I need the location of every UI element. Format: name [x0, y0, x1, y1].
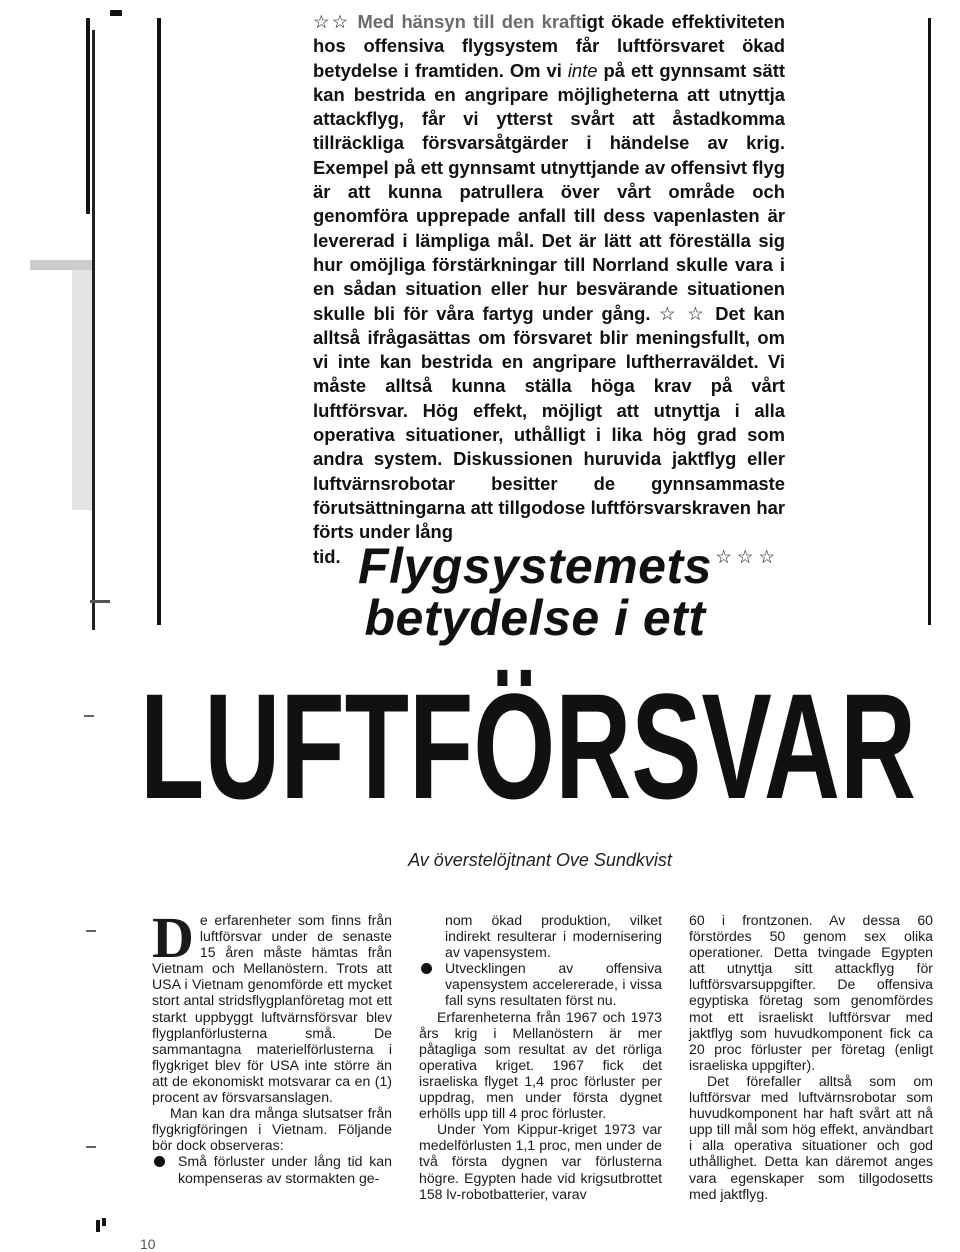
- page-number: 10: [140, 1236, 156, 1252]
- col1-paragraph-2: Man kan dra många slutsatser från flygkrigföringen i Vietnam. Följande bör dock observeras:: [152, 1105, 392, 1154]
- col2-paragraph-1: nom ökad produktion, vilket indirekt resulterar i modernisering av vapensystem.: [445, 912, 662, 961]
- lead-faded-text: Med hänsyn till den kraft: [357, 11, 582, 32]
- bullet-item-2: Utvecklingen av offensiva vapensystem accelererade, i vissa fall syns resultaten först nu.: [419, 960, 662, 1008]
- lead-paragraph: [313, 10, 785, 569]
- body-column-2: [419, 912, 662, 1202]
- col3-paragraph-2: Det förefaller alltså som om luftförsvar med luftvärnsrobotar som huvudkomponent har haft svårt att nå upp till mål som hög effekt, användbart i alla operativa situationer och god uthållighet. Detta kan däremot anges vara egenskaper som tillgodosetts med jaktflyg.: [689, 1072, 933, 1202]
- col1-paragraph-1: e erfarenheter som finns från luftförsvar under de senaste 15 åren måste hämtas från Vietnam och Mellanöstern. Trots att USA i Vietnam genomförde ett mycket stort antal stridsflygplanföretag mot ett starkt uppbyggt luftvärnsförsvar blev flygplanförlusterna små. De sammantagna materielförlusterna i flygkriget blev för USA inte större än att de ekonomiskt motsvarar ca en (1) procent av försvarsanslagen.: [152, 912, 392, 1106]
- bullet-item-1: Små förluster under lång tid kan kompenseras av stormakten ge-: [152, 1153, 392, 1185]
- left-rule: [157, 18, 161, 625]
- right-rule: [928, 18, 931, 625]
- body-column-3: [689, 912, 933, 1202]
- big-title-text: LUFTFÖRSVAR: [140, 662, 916, 810]
- col3-paragraph-1: 60 i frontzonen. Av dessa 60 förstördes 50 genom sex olika operationer. Detta tvingade Egypten att utnyttja sitt attackflyg för luftförsvarsuppgifter. De offensiva egyptiska företag som genomfördes mot ett israeliskt luftförsvar med jaktflyg som huvudkomponent fick ca 20 proc förluster per företag (enligt israeliska uppgifter).: [689, 912, 933, 1073]
- star-ornament-end: ☆ ☆ ☆: [715, 545, 775, 567]
- headline-line-1: Flygsystemets: [358, 538, 712, 594]
- lead-italic-word: inte: [567, 59, 598, 81]
- col2-paragraph-2: Erfarenheterna från 1967 och 1973 års krig i Mellanöstern är mer påtagliga som resultat av det rörliga operativa kriget. 1967 fick det israeliska flyget 1,4 proc förluster per uppdrag, men under första dygnet erhölls upp till 4 proc förluster.: [419, 1008, 662, 1122]
- lead-text-b: på ett gynnsamt sätt kan bestrida en angripare möjligheterna att utnyttja attackflyg, får vi ytterst svårt att åstadkomma tillräckliga försvarsåtgärder i händelse av krig. Exempel på ett gynnsamt utnyttjande av offensivt flyg är att kunna patrullera över vårt område och genomföra upprepade anfall till dess vapenlasten är levererad i lämpliga mål. Det är lätt att föreställa sig hur omöjliga förstärkningar till Norrland skulle vara i en sådan situation eller hur besvärande situationen skulle bli för våra fartyg under gång.: [313, 59, 785, 324]
- star-ornament: ☆☆: [313, 11, 351, 32]
- byline: Av överstelöjtnant Ove Sundkvist: [408, 850, 672, 870]
- star-ornament: ☆ ☆: [658, 302, 707, 324]
- drop-cap: D: [152, 905, 194, 970]
- lead-end-word: tid.: [313, 545, 341, 567]
- big-title: [128, 650, 928, 810]
- headline-line-2: betydelse i ett: [364, 590, 706, 646]
- col2-paragraph-3: Under Yom Kippur-kriget 1973 var medelförlusten 1,1 proc, men under de två första dygnen var förlusterna högre. Egypten hade vid krigsutbrottet 158 lv-robotbatterier, varav: [419, 1121, 662, 1202]
- lead-text-a: igt ökade effektiviteten hos offensiva flygsystem får luftförsvaret ökad betydelse i framtiden. Om vi: [313, 11, 785, 81]
- lead-text-c: Det kan alltså ifrågasättas om försvaret blir meningsfullt, om vi inte kan bestrida en angripare luftherraväldet. Vi måste alltså kunna ställa höga krav på vårt luftförsvar. Hög effekt, möjligt att utnyttja i alla operativa situationer, uthålligt i lika hög grad som andra system. Diskussionen huruvida jaktflyg eller luftvärnsrobotar besitter de gynnsammaste förutsättningarna att tillgodose luftförsvarskraven har förts under lång: [313, 302, 785, 543]
- body-column-1: [152, 905, 392, 1186]
